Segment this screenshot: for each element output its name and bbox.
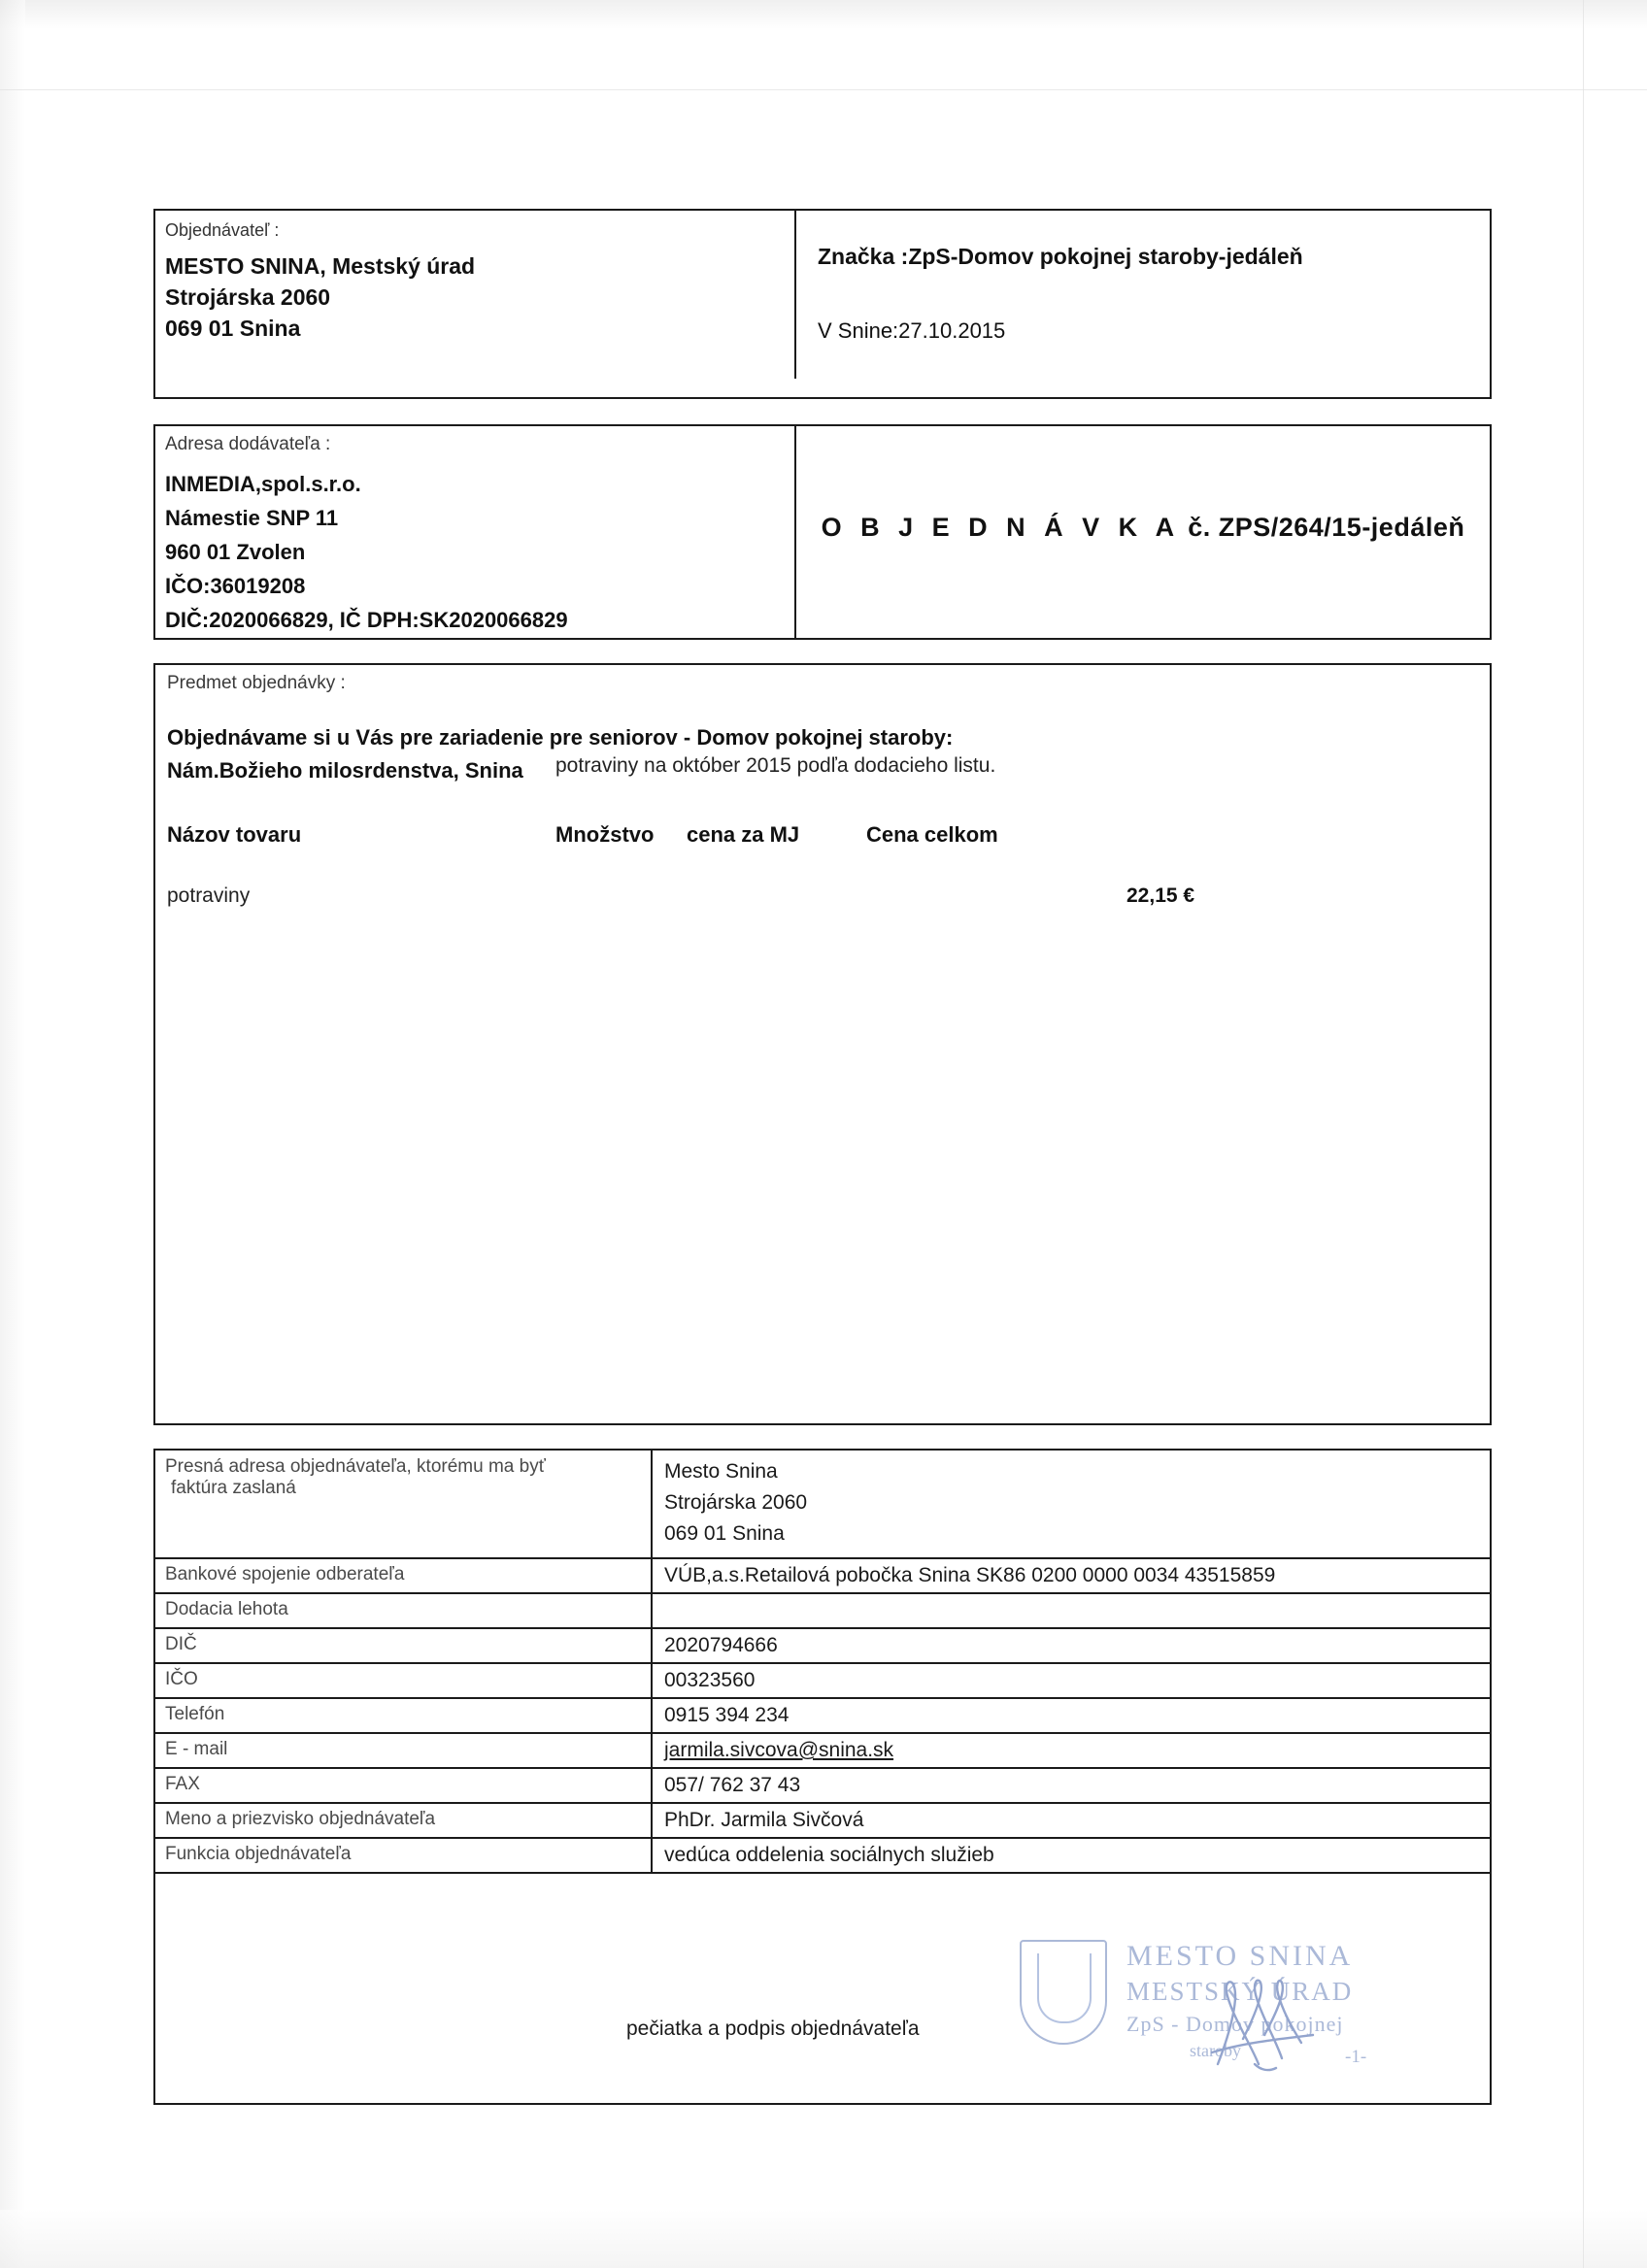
detail-key-phone: Telefón (155, 1699, 653, 1732)
order-title-block (796, 426, 1490, 638)
details-table (153, 1449, 1492, 1874)
table-row (155, 1734, 1490, 1769)
table-row (155, 1559, 1490, 1594)
table-row (167, 884, 1490, 908)
detail-key-orderer-name: Meno a priezvisko objednávateľa (155, 1804, 653, 1837)
stamp-line-1: MESTO SNINA (1126, 1940, 1354, 1972)
customer-city: 069 01 Snina (165, 316, 301, 341)
invoice-address-line-3: 069 01 Snina (664, 1522, 785, 1545)
official-stamp (1010, 1932, 1398, 2068)
stamp-line-2: MESTSKÝ ÚRAD (1126, 1977, 1354, 2006)
detail-value-email[interactable]: jarmila.sivcova@snina.sk (664, 1739, 894, 1761)
order-mark: Značka :ZpS-Domov pokojnej staroby-jedáleň (818, 244, 1303, 269)
order-title-number: č. ZPS/264/15-jedáleň (1188, 512, 1465, 542)
column-header-total: Cena celkom (866, 822, 998, 847)
detail-key-delivery-term: Dodacia lehota (155, 1594, 653, 1627)
table-row (155, 1839, 1490, 1874)
supplier-block (155, 426, 796, 638)
column-header-unit-price: cena za MJ (687, 822, 800, 847)
table-row (155, 1699, 1490, 1734)
detail-value-fax: 057/ 762 37 43 (664, 1774, 801, 1796)
detail-value-bank: VÚB,a.s.Retailová pobočka Snina SK86 0200 0000 0034 43515859 (664, 1564, 1276, 1586)
column-header-name: Názov tovaru (167, 822, 302, 847)
detail-key-dic: DIČ (155, 1629, 653, 1662)
detail-value-delivery-term (653, 1594, 1490, 1627)
table-row (155, 1629, 1490, 1664)
detail-key-bank: Bankové spojenie odberateľa (155, 1559, 653, 1592)
handwritten-signature-icon (1204, 1971, 1321, 2078)
supplier-dic: DIČ:2020066829, IČ DPH:SK2020066829 (165, 608, 568, 632)
scan-edge-bottom (0, 2210, 1647, 2268)
detail-value-ico: 00323560 (664, 1669, 756, 1691)
signature-section (153, 1874, 1492, 2105)
item-name: potraviny (167, 884, 251, 907)
table-row (155, 1451, 1490, 1559)
subject-line-1: Objednávame si u Vás pre zariadenie pre seniorov - Domov pokojnej staroby: (167, 725, 954, 750)
detail-key-fax: FAX (155, 1769, 653, 1802)
subject-line-2-row (167, 754, 1490, 787)
invoice-address-line-1: Mesto Snina (664, 1460, 778, 1483)
supplier-label: Adresa dodávateľa : (165, 434, 331, 454)
item-unit-price (687, 884, 866, 908)
table-row (155, 1769, 1490, 1804)
customer-section (153, 209, 1492, 399)
detail-value-phone: 0915 394 234 (664, 1704, 790, 1726)
subject-note: potraviny na október 2015 podľa dodacieho listu. (555, 754, 996, 777)
order-title (822, 513, 1465, 543)
customer-street: Strojárska 2060 (165, 284, 331, 310)
subject-label: Predmet objednávky : (167, 673, 346, 693)
detail-key-invoice-address (155, 1451, 653, 1557)
detail-value-invoice-address (653, 1451, 1490, 1557)
page-number: -1- (1345, 2047, 1367, 2067)
supplier-name: INMEDIA,spol.s.r.o. (165, 472, 361, 496)
item-total: 22,15 € (1126, 884, 1195, 907)
detail-key-email: E - mail (155, 1734, 653, 1767)
detail-key-orderer-role: Funkcia objednávateľa (155, 1839, 653, 1872)
customer-block (155, 211, 796, 379)
items-table-header (167, 822, 1490, 848)
detail-key-invoice-address-line2: faktúra zaslaná (171, 1478, 296, 1498)
invoice-address-line-2: Strojárska 2060 (664, 1491, 808, 1514)
detail-value-dic: 2020794666 (664, 1634, 778, 1656)
customer-name: MESTO SNINA, Mestský úrad (165, 253, 476, 279)
scan-artifact-line (1583, 0, 1584, 2268)
scan-artifact-line (0, 89, 1647, 90)
detail-value-orderer-role: vedúca oddelenia sociálnych služieb (664, 1844, 994, 1866)
order-form (153, 209, 1492, 2105)
supplier-section (153, 424, 1492, 640)
supplier-street: Námestie SNP 11 (165, 506, 339, 530)
item-quantity (555, 884, 687, 908)
order-title-word: O B J E D N Á V K A (821, 512, 1181, 542)
supplier-ico: IČO:36019208 (165, 574, 306, 598)
place-and-date: V Snine:27.10.2015 (818, 318, 1006, 343)
table-row (155, 1594, 1490, 1629)
coat-of-arms-icon (1020, 1940, 1107, 2045)
customer-label: Objednávateľ : (165, 220, 280, 240)
scan-edge-top (0, 0, 1647, 29)
stamp-line-4: staroby (1190, 2041, 1241, 2060)
detail-key-invoice-address-line1: Presná adresa objednávateľa, ktorému ma byť (165, 1456, 546, 1477)
signature-caption: pečiatka a podpis objednávateľa (626, 2018, 920, 2040)
stamp-line-3: ZpS - Domov pokojnej (1126, 2012, 1344, 2036)
column-header-quantity: Množstvo (555, 822, 655, 847)
detail-value-orderer-name: PhDr. Jarmila Sivčová (664, 1809, 864, 1831)
supplier-city: 960 01 Zvolen (165, 540, 306, 564)
subject-line-2: Nám.Božieho milosrdenstva, Snina (167, 758, 523, 783)
detail-key-ico: IČO (155, 1664, 653, 1697)
mark-block (796, 211, 1490, 397)
table-row (155, 1664, 1490, 1699)
scan-edge-left (0, 0, 25, 2268)
table-row (155, 1804, 1490, 1839)
subject-section (153, 663, 1492, 1425)
